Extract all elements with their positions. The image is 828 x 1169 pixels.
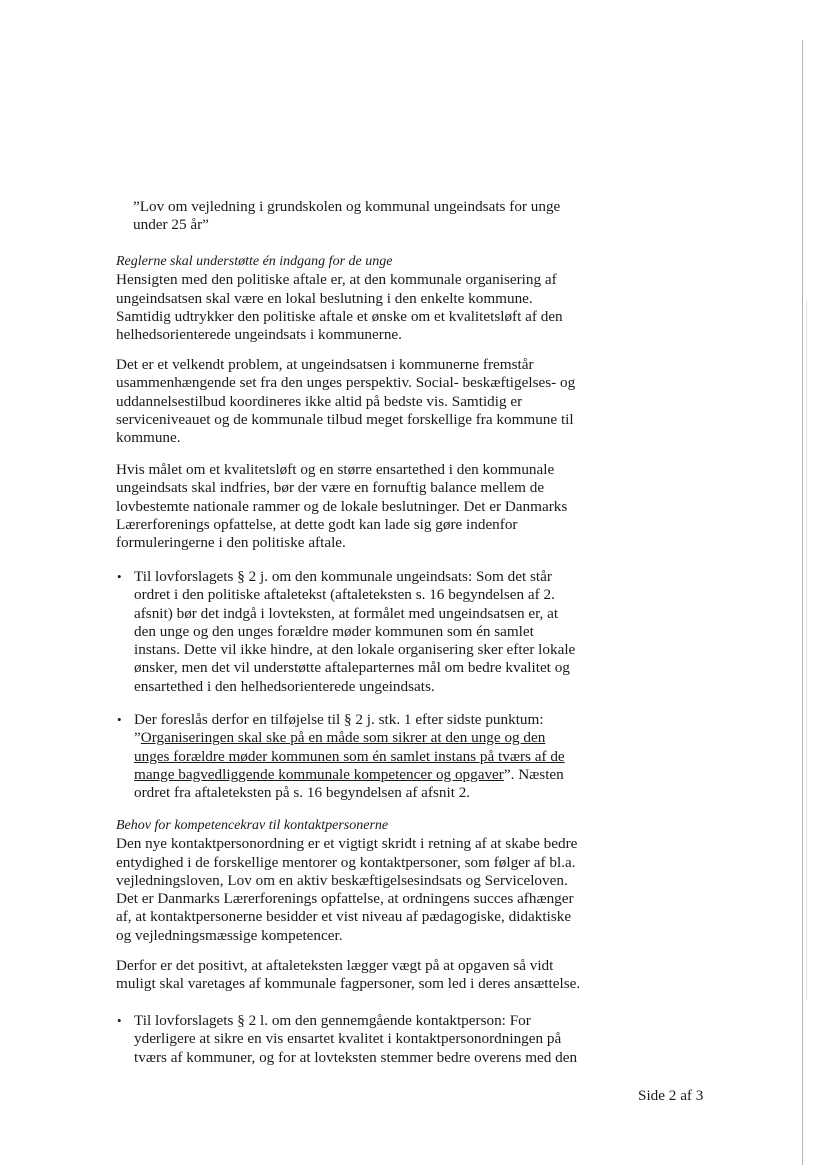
quote-close: ”. Næsten ordret fra aftaleteksten på s. 16 begyndelsen af afsnit 2. <box>134 765 564 802</box>
bullet-intro: Der foreslås derfor en tilføjelse til § 2 j. stk. 1 efter sidste punktum: <box>134 711 544 728</box>
quote-open: ” <box>134 729 141 747</box>
bullet-point: • <box>117 1013 122 1028</box>
proposed-text-underlined: Organiseringen skal ske på en måde som sikrer at den unge og den unges forældre møder kommunen som én samlet instans på tværs af de mange bagvedliggende kommunale kompetencer og opgaver <box>134 729 565 783</box>
paragraph: Den nye kontaktpersonordning er et vigtigt skridt i retning af at skabe bedre entydighed i de forskellige mentorer og kontaktpersoner, som følger af bl.a. vejledningsloven, Lov om en aktiv beskæftigelsesindsats og Serviceloven. Det er Danmarks Lærerforenings opfattelse, at ordningens succes afhænger af, at kontaktpersonerne besidder et vist niveau af pædagogiske, didaktiske og vejledningsmæssige kompetencer. <box>116 835 578 944</box>
section-reglerne <box>116 253 586 344</box>
bullet-text <box>134 711 579 802</box>
document-title: ”Lov om vejledning i grundskolen og kommunal ungeindsats for unge under 25 år” <box>133 198 561 234</box>
page-number: Side 2 af 3 <box>638 1087 704 1104</box>
section-kompetencekrav <box>116 817 586 945</box>
bullet-point: • <box>117 569 122 584</box>
bullet-text: Til lovforslagets § 2 j. om den kommunale ungeindsats: Som det står ordret i den politiske aftaletekst (aftaleteksten s. 16 begyndelsen af 2. afsnit) bør det indgå i lovteksten, at formålet med ungeindsatsen er, at den unge og den unges forældre møder kommunen som én samlet instans. Dette vil ikke hindre, at den lokale organisering sker efter lokale ønsker, men det vil understøtte aftaleparternes mål om bedre kvalitet og ensartethed i den helhedsorienterede ungeindsats. <box>134 568 576 695</box>
section-heading: Behov for kompetencekrav til kontaktpersonerne <box>116 818 389 833</box>
bullet-point: • <box>117 712 122 727</box>
bullet-text: Til lovforslagets § 2 l. om den gennemgående kontaktperson: For yderligere at sikre en vis ensartet kvalitet i kontaktpersonordningen på tværs af kommuner, og for at lovteksten stemmer bedre overens med den <box>134 1012 578 1066</box>
paragraph: Derfor er det positivt, at aftaleteksten lægger vægt på at opgaven så vidt muligt skal varetages af kommunale fagpersoner, som led i deres ansættelse. <box>116 957 581 993</box>
section-heading: Reglerne skal understøtte én indgang for de unge <box>116 254 393 269</box>
paragraph: Det er et velkendt problem, at ungeindsatsen i kommunerne fremstår usammenhængende set fra den unges perspektiv. Social- beskæftigelses- og uddannelsestilbud koordineres ikke altid på bedste vis. Samtidig er serviceniveauet og de kommunale tilbud meget forskellige fra kommune til kommune. <box>116 356 576 447</box>
paragraph: Hensigten med den politiske aftale er, at den kommunale organisering af ungeindsatsen skal være en lokal beslutning i den enkelte kommune. Samtidig udtrykker den politiske aftale et ønske om et kvalitetsløft af den helhedsorienterede ungeindsats i kommunerne. <box>116 271 563 344</box>
scan-edge-line-faint <box>806 300 807 1000</box>
scan-edge-line <box>802 40 803 1165</box>
paragraph: Hvis målet om et kvalitetsløft og en større ensartethed i den kommunale ungeindsats skal indfries, bør der være en fornuftig balance mellem de lovbestemte nationale rammer og de lokale beslutninger. Det er Danmarks Lærerforenings opfattelse, at dette godt kan lade sig gøre indenfor formuleringerne i den politiske aftale. <box>116 461 568 552</box>
